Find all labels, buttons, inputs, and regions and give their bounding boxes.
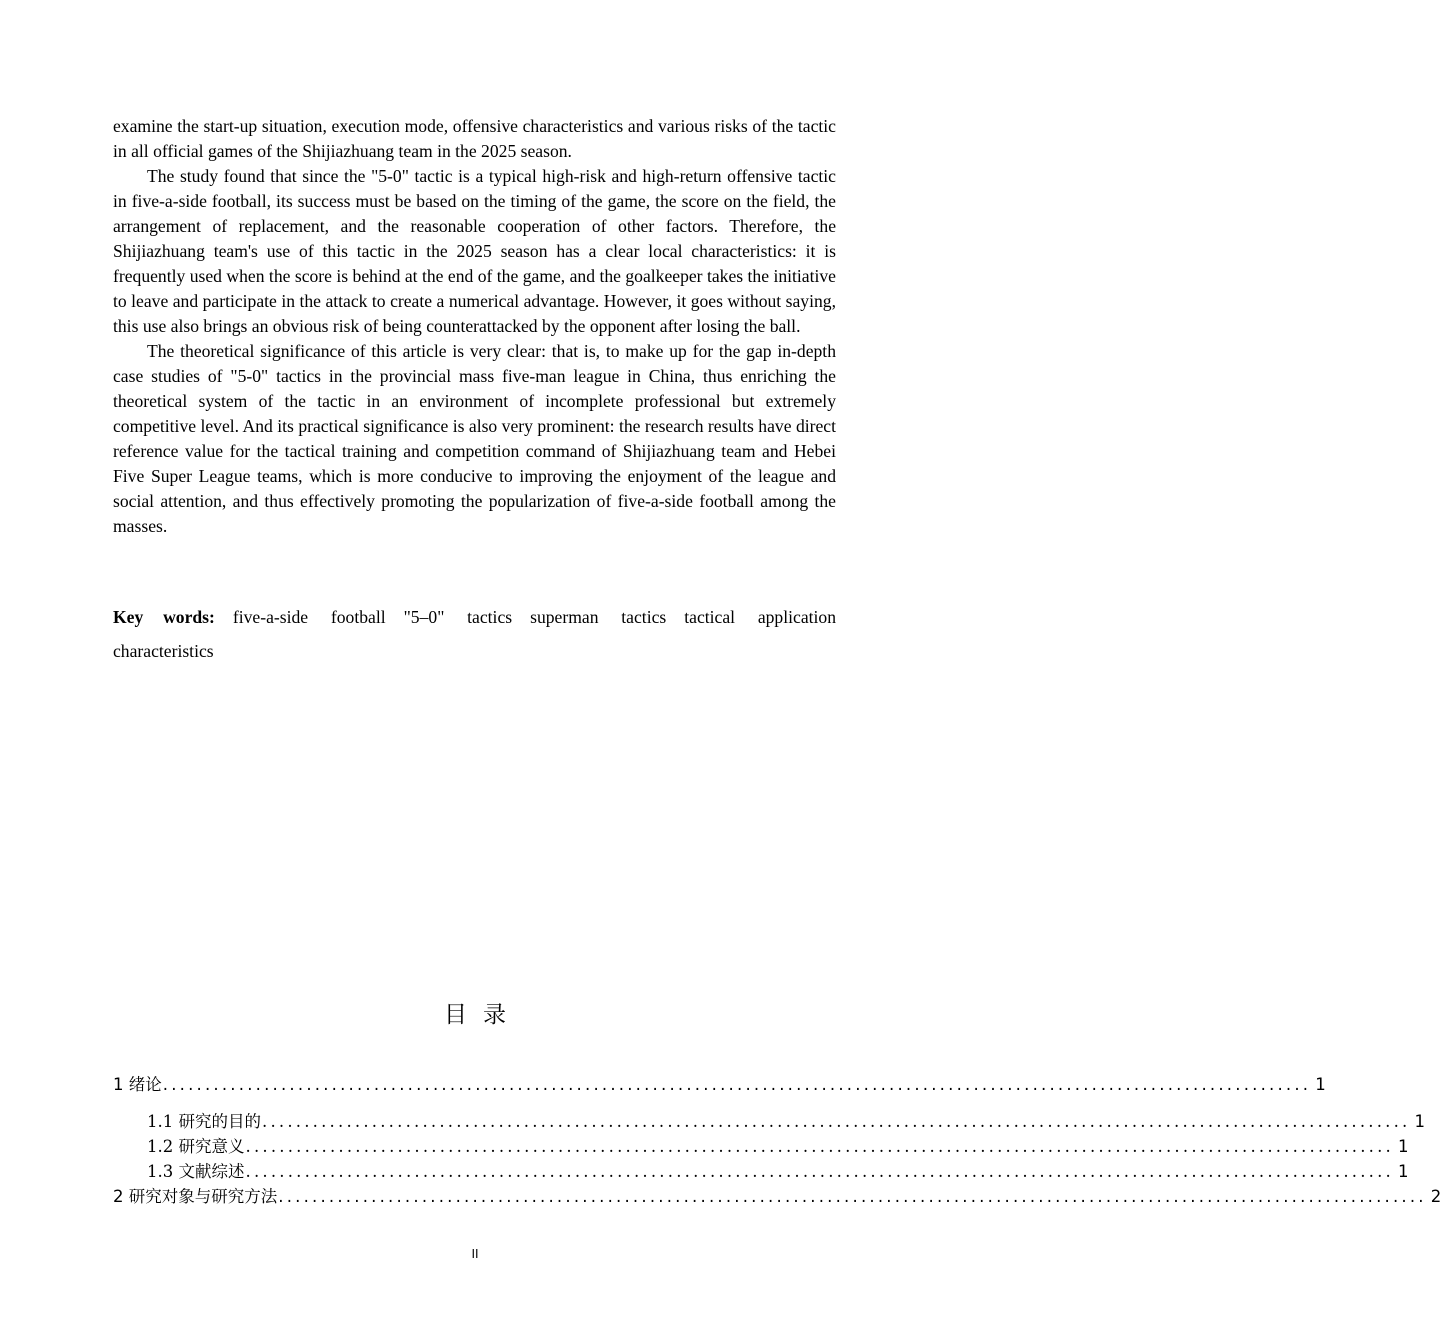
keyword-item: tactical application characteristics xyxy=(113,607,836,661)
keywords-section xyxy=(113,600,836,668)
toc-leader-dots: ........................................................................................................................................ xyxy=(262,1112,1411,1131)
abstract-paragraph-1: examine the start-up situation, execution mode, offensive characteristics and various risks of the tactic in all official games of the Shijiazhuang team in the 2025 season. xyxy=(113,116,836,161)
toc-leader-dots: ........................................................................................................................................ xyxy=(162,1075,1312,1094)
abstract-paragraph-2: The study found that since the "5-0" tactic is a typical high-risk and high-return offensive tactic in five-a-side football, its success must be based on the timing of the game, the score on the field, the arrangement of replacement, and the reasonable cooperation of other factors. Therefore, the Shijiazhuang team's use of this tactic in the 2025 season has a clear local characteristics: it is frequently used when the score is behind at the end of the game, and the goalkeeper takes the initiative to leave and participate in the attack to create a numerical advantage. However, it goes without saying, this use also brings an obvious risk of being counterattacked by the opponent after losing the ball. xyxy=(113,166,836,336)
toc-title: 目录 xyxy=(444,1002,522,1028)
toc-entry-label: 2 研究对象与研究方法 xyxy=(113,1187,278,1206)
toc-leader-dots: ........................................................................................................................................ xyxy=(245,1162,1395,1181)
page-number: II xyxy=(471,1247,479,1261)
toc-entry-label: 1.3 文献综述 xyxy=(147,1162,245,1181)
toc-entry-1-2[interactable] xyxy=(147,1135,1409,1159)
keyword-item: superman tactics xyxy=(530,607,667,627)
toc-entry-label: 1.1 研究的目的 xyxy=(147,1112,261,1131)
toc-entry-page: 2 xyxy=(1430,1187,1441,1206)
toc-entry-page: 1 xyxy=(1398,1162,1409,1181)
toc-leader-dots: ........................................................................................................................................ xyxy=(278,1187,1427,1206)
toc-entry-label: 1.2 研究意义 xyxy=(147,1137,245,1156)
abstract-paragraph-3: The theoretical significance of this article is very clear: that is, to make up for the gap in-depth case studies of "5-0" tactics in the provincial mass five-man league in China, thus enriching the theoretical system of the tactic in an environment of incomplete professional but extremely competitive level. And its practical significance is also very prominent: the research results have direct reference value for the tactical training and competition command of Shijiazhuang team and Hebei Five Super League teams, which is more conducive to improving the enjoyment of the league and social attention, and thus effectively promoting the popularization of five-a-side football among the masses. xyxy=(113,341,836,536)
abstract-body xyxy=(113,114,836,539)
toc-entry-page: 1 xyxy=(1414,1112,1426,1131)
keyword-item: "5–0" tactics xyxy=(403,607,513,627)
toc-entry-1-1[interactable] xyxy=(147,1110,1426,1134)
toc-entry-1-3[interactable] xyxy=(147,1160,1409,1184)
toc-leader-dots: ........................................................................................................................................ xyxy=(245,1137,1395,1156)
keywords-label: Key words: xyxy=(113,607,215,627)
toc-entry-chapter-2[interactable] xyxy=(113,1185,1441,1209)
toc-entry-page: 1 xyxy=(1315,1075,1326,1094)
keyword-item: five-a-side football xyxy=(232,607,386,627)
toc-entry-chapter-1[interactable] xyxy=(113,1073,1326,1097)
toc-entry-label: 1 绪论 xyxy=(113,1075,162,1094)
toc-entry-page: 1 xyxy=(1398,1137,1409,1156)
